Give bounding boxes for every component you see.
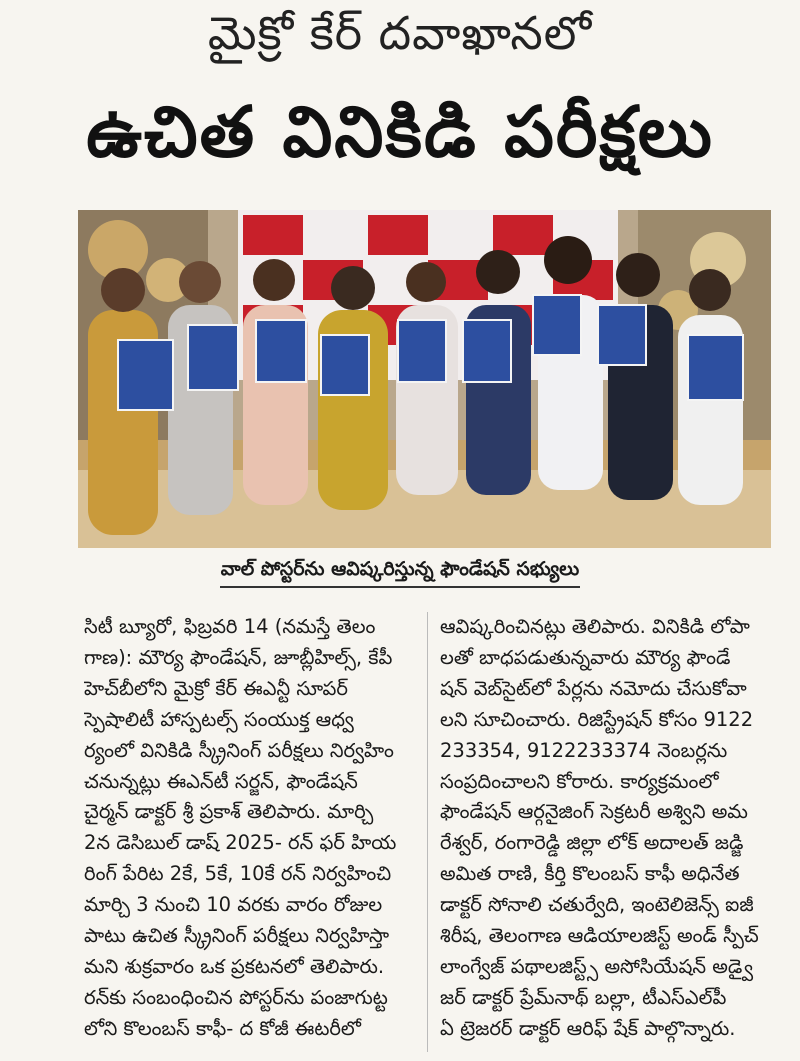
- body-line: పాటు ఉచిత స్క్రీనింగ్ పరీక్షలు నిర్వహిస్తా: [84, 924, 390, 948]
- body-line: సంప్రదించాలని కోరారు. కార్యక్రమంలో: [440, 769, 719, 793]
- article-body-right-column: [440, 612, 766, 1045]
- column-divider: [427, 612, 428, 1052]
- body-line: సిటీ బ్యూరో, ఫిబ్రవరి 14 (నమస్తే తెలం: [84, 615, 376, 638]
- photo-caption: వాల్ పోస్టర్‌ను ఆవిష్కరిస్తున్న ఫౌండేషన్ సభ్యులు: [220, 552, 580, 588]
- body-line: షన్ వెబ్‌సైట్‌లో పేర్లను నమోదు చేసుకోవా: [440, 676, 747, 700]
- body-line: రింగ్ పేరిట 2కే, 5కే, 10కే రన్ నిర్వహించి: [84, 862, 392, 886]
- body-line: డాక్టర్ సోనాలి చతుర్వేది, ఇంటెలిజెన్స్ ఐజీ: [440, 893, 754, 917]
- body-line: లోని కొలంబస్ కాఫీ- ద కోజీ ఈటరీలో: [84, 1016, 362, 1040]
- body-line: లతో బాధపడుతున్నవారు మౌర్య ఫౌండే: [440, 645, 731, 669]
- group-photo-icon: [78, 210, 771, 548]
- body-line: చైర్మన్ డాక్టర్ శ్రీ ప్రకాశ్ తెలిపారు. మార్చి: [84, 800, 374, 824]
- body-line: 233354, 9122233374 నెంబర్లను: [440, 738, 728, 762]
- article-body-left-column: [84, 612, 421, 1045]
- body-line: 2న డెసిబుల్ డాష్ 2025- రన్ ఫర్ హియ: [84, 831, 397, 855]
- body-line: ర్యంలో వినికిడి స్క్రీనింగ్ పరీక్షలు నిర్వహిం: [84, 738, 394, 762]
- body-line: అమిత రాణి, కీర్తి కొలంబస్ కాఫీ అధినేత: [440, 862, 740, 886]
- article-photo: [78, 210, 771, 548]
- photo-caption-block: [0, 552, 800, 592]
- body-line: మని శుక్రవారం ఒక ప్రకటనలో తెలిపారు.: [84, 954, 385, 978]
- body-line: శిరీష, తెలంగాణ ఆడియాలజిస్ట్ అండ్ స్పీచ్: [440, 924, 759, 948]
- article-kicker: మైక్రో కేర్ దవాఖానలో: [207, 6, 593, 60]
- body-line: లాంగ్వేజ్ పథాలజిస్ట్స్ అసోసియేషన్ అడ్వై: [440, 954, 754, 978]
- body-line: చనున్నట్లు ఈఎన్‌టీ సర్జన్, ఫౌండేషన్: [84, 769, 358, 793]
- body-line: రేశ్వర్, రంగారెడ్డి జిల్లా లోక్ అదాలత్ జడ్జి: [440, 831, 744, 855]
- body-line: స్పెషాలిటీ హాస్పటల్స్ సంయుక్త ఆధ్వ: [84, 707, 354, 731]
- body-line: జర్ డాక్టర్ ప్రేమ్‌నాథ్ బల్లా, టీఎస్‌ఎల్‌పీ: [440, 985, 727, 1009]
- article-headline: ఉచిత వినికిడి పరీక్షలు: [86, 91, 714, 173]
- body-line: లని సూచించారు. రిజిస్ట్రేషన్ కోసం 9122: [440, 707, 754, 731]
- body-line: ఏ ట్రెజరర్ డాక్టర్ ఆరిఫ్ షేక్ పాల్గొన్నారు.: [440, 1016, 736, 1040]
- body-line: హెచ్‌బీలోని మైక్రో కేర్ ఈఎన్టీ సూపర్: [84, 676, 348, 700]
- body-line: మార్చి 3 నుంచి 10 వరకు వారం రోజుల: [84, 893, 383, 917]
- body-line: ఫౌండేషన్ ఆర్గనైజింగ్ సెక్రటరీ అశ్విని అమ: [440, 800, 748, 824]
- body-line: ఆవిష్కరించినట్లు తెలిపారు. వినికిడి లోపా: [440, 615, 750, 638]
- body-line: గాణ): మౌర్య ఫౌండేషన్, జూబ్లీహిల్స్, కేపీ: [84, 645, 393, 669]
- body-line: రన్‌కు సంబంధించిన పోస్టర్‌ను పంజాగుట్ట: [84, 985, 388, 1009]
